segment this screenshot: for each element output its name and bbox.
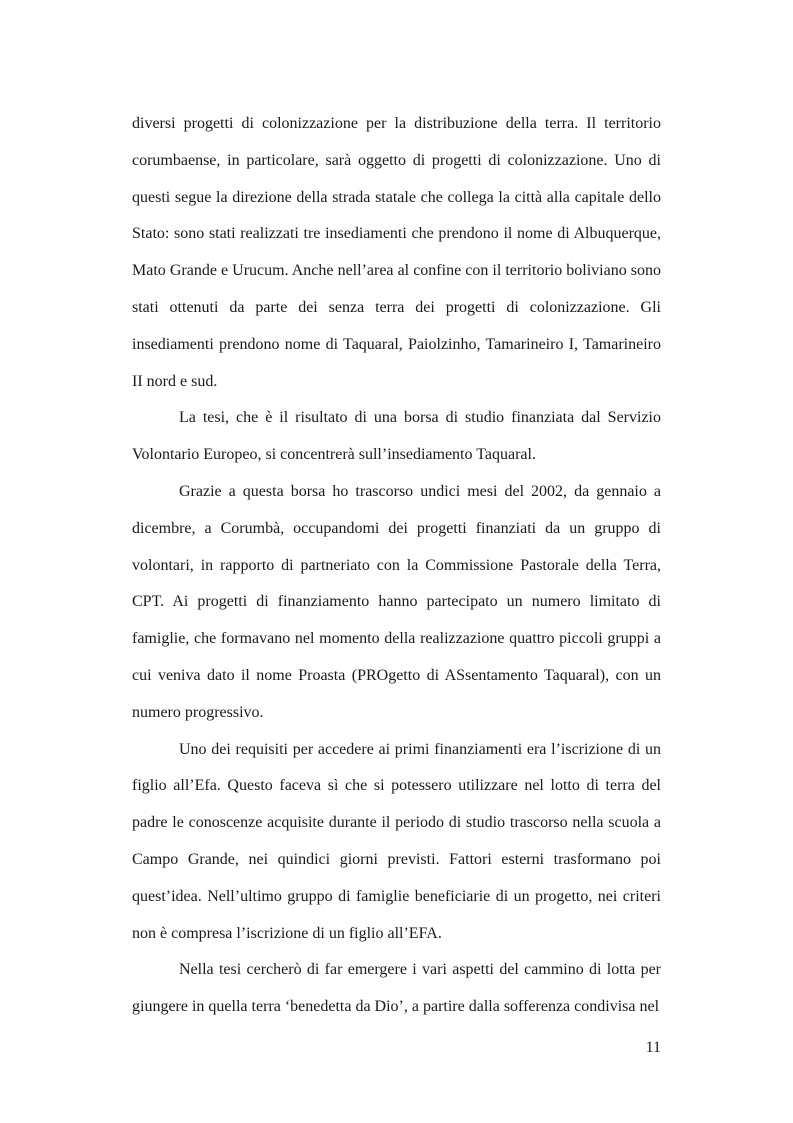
paragraph-1: diversi progetti di colonizzazione per la distribuzione della terra. Il territorio corumbaense, in particolare, sarà oggetto di progetti di colonizzazione. Uno di questi segue la direzione della strada statale che collega la città alla capitale dello Stato: sono stati realizzati tre insediamenti che prendono il nome di Albuquerque, Mato Grande e Urucum. Anche nell’area al confine con il territorio boliviano sono stati ottenuti da parte dei senza terra dei progetti di colonizzazione. Gli insediamenti prendono nome di Taquaral, Paiolzinho, Tamarineiro I, Tamarineiro II nord e sud. — [132, 115, 661, 390]
paragraph-5: Nella tesi cercherò di far emergere i vari aspetti del cammino di lotta per giungere in quella terra ‘benedetta da Dio’, a partire dalla sofferenza condivisa nel — [132, 961, 661, 1016]
paragraph-4: Uno dei requisiti per accedere ai primi finanziamenti era l’iscrizione di un figlio all’Efa. Questo faceva sì che si potessero utilizzare nel lotto di terra del padre le conoscenze acquisite durante il periodo di studio trascorso nella scuola a Campo Grande, nei quindici giorni previsti. Fattori esterni trasformano poi quest’idea. Nell’ultimo gruppo di famiglie beneficiarie di un progetto, nei criteri non è compresa l’iscrizione di un figlio all’EFA. — [132, 740, 661, 942]
page-number: 11 — [645, 1039, 661, 1056]
document-body — [132, 106, 661, 1026]
paragraph-3: Grazie a questa borsa ho trascorso undici mesi del 2002, da gennaio a dicembre, a Corumbà, occupandomi dei progetti finanziati da un gruppo di volontari, in rapporto di partneriato con la Commissione Pastorale della Terra, CPT. Ai progetti di finanziamento hanno partecipato un numero limitato di famiglie, che formavano nel momento della realizzazione quattro piccoli gruppi a cui veniva dato il nome Proasta (PROgetto di ASsentamento Taquaral), con un numero progressivo. — [132, 482, 661, 721]
paragraph-2: La tesi, che è il risultato di una borsa di studio finanziata dal Servizio Volontario Europeo, si concentrerà sull’insediamento Taquaral. — [132, 409, 661, 464]
